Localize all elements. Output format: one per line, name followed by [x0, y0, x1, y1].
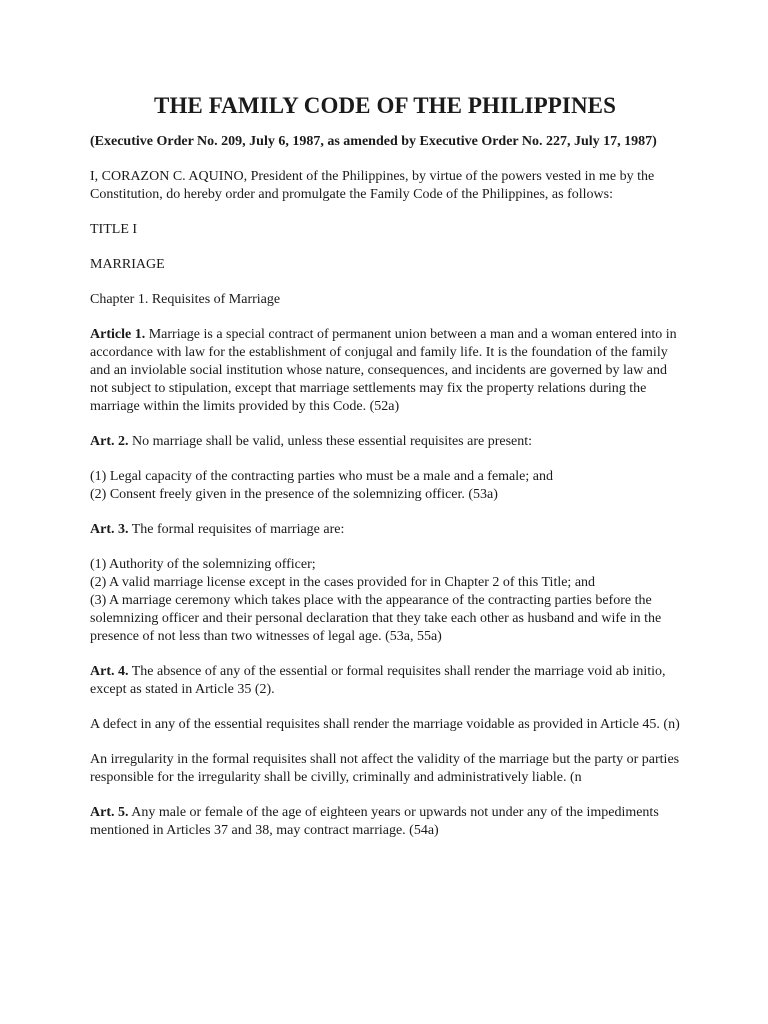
- article-3: [90, 521, 680, 539]
- list-item: (2) A valid marriage license except in the cases provided for in Chapter 2 of this Title; and: [90, 575, 596, 590]
- document-subtitle: (Executive Order No. 209, July 6, 1987, as amended by Executive Order No. 227, July 17, 1987): [90, 134, 657, 149]
- article-4-paragraph-2: A defect in any of the essential requisites shall render the marriage voidable as provided in Article 45. (n): [90, 717, 680, 732]
- article-1-label: Article 1.: [90, 327, 146, 342]
- title-name: MARRIAGE: [90, 257, 165, 272]
- list-item: (2) Consent freely given in the presence of the solemnizing officer. (53a): [90, 487, 498, 502]
- article-5-text: Any male or female of the age of eighteen years or upwards not under any of the impediments mentioned in Articles 37 and 38, may contract marriage. (54a): [90, 805, 659, 838]
- chapter-heading: Chapter 1. Requisites of Marriage: [90, 292, 281, 307]
- article-4-label: Art. 4.: [90, 664, 129, 679]
- intro-paragraph: I, CORAZON C. AQUINO, President of the Philippines, by virtue of the powers vested in me by the Constitution, do hereby order and promulgate the Family Code of the Philippines, as follows:: [90, 169, 655, 202]
- article-2: [90, 433, 680, 451]
- article-2-text: No marriage shall be valid, unless these essential requisites are present:: [128, 434, 533, 449]
- article-4: [90, 663, 680, 699]
- article-1-text: Marriage is a special contract of permanent union between a man and a woman entered into in accordance with law for the establishment of conjugal and family life. It is the foundation of the family and an inviolable social institution whose nature, consequences, and incidents are governed by law and not subject to stipulation, except that marriage settlements may fix the property relations during the marriage within the limits provided by this Code. (52a): [90, 327, 677, 414]
- article-5-label: Art. 5.: [90, 805, 129, 820]
- title-heading: TITLE I: [90, 222, 138, 237]
- list-item: (1) Legal capacity of the contracting parties who must be a male and a female; and: [90, 469, 553, 484]
- list-item: (3) A marriage ceremony which takes place with the appearance of the contracting parties before the solemnizing officer and their personal declaration that they take each other as husband and wife in the presence of not less than two witnesses of legal age. (53a, 55a): [90, 593, 662, 644]
- article-3-label: Art. 3.: [90, 522, 129, 537]
- article-3-list: [90, 556, 680, 646]
- list-item: (1) Authority of the solemnizing officer;: [90, 557, 316, 572]
- article-5: [90, 804, 680, 840]
- article-4-paragraph-3: An irregularity in the formal requisites shall not affect the validity of the marriage but the party or parties responsible for the irregularity shall be civilly, criminally and administratively liable. (n: [90, 752, 680, 785]
- article-2-list: [90, 468, 680, 504]
- article-1: [90, 326, 680, 416]
- article-2-label: Art. 2.: [90, 434, 129, 449]
- article-3-text: The formal requisites of marriage are:: [128, 522, 345, 537]
- document-title: THE FAMILY CODE OF THE PHILIPPINES: [154, 93, 616, 118]
- article-4-text: The absence of any of the essential or formal requisites shall render the marriage void ab initio, except as stated in Article 35 (2).: [90, 664, 666, 697]
